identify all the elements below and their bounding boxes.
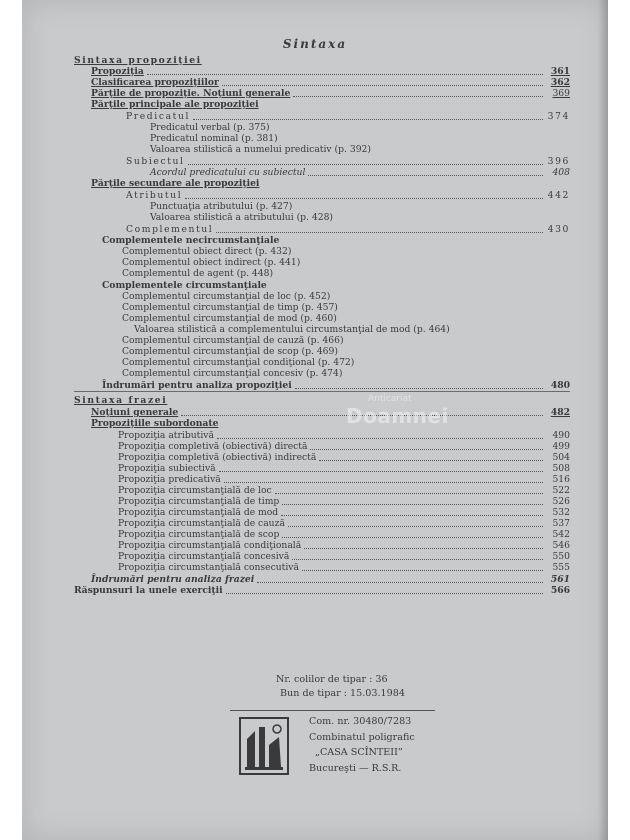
toc-entry: Valoarea stilistică a atributului (p. 428)	[150, 212, 333, 223]
section-divider	[74, 391, 570, 392]
book-page	[22, 0, 608, 840]
toc-entry: Propoziţia circumstanţială consecutivă 555	[118, 562, 570, 573]
toc-entry: Răspunsuri la unele exerciţii 566	[74, 585, 570, 596]
imprint-printer: Combinatul poligrafic	[309, 731, 415, 743]
toc-entry: Valoarea stilistică a numelui predicativ (p. 392)	[150, 144, 371, 155]
toc-entry: Părţile principale ale propoziţiei	[91, 99, 259, 110]
toc-entry: Propoziţia circumstanţială concesivă 550	[118, 551, 570, 562]
page-edge-shadow	[598, 0, 608, 840]
toc-entry: Propoziţia circumstanţială de loc 522	[118, 485, 570, 496]
toc-entry: Complementul circumstanţial de cauză (p. 466)	[122, 335, 344, 346]
toc-entry: Complementele circumstanţiale	[102, 280, 267, 291]
toc-entry: Noţiuni generale 482	[91, 407, 570, 418]
toc-entry: Propoziţia completivă (obiectivă) indirectă 504	[118, 452, 570, 463]
toc-entry: Propoziţia circumstanţială de cauză 537	[118, 518, 570, 529]
imprint-order-number: Com. nr. 30480/7283	[309, 716, 412, 727]
toc-entry: Îndrumări pentru analiza propoziţiei 480	[102, 380, 570, 391]
toc-entry: Propoziţia atributivă 490	[118, 430, 570, 441]
toc-entry: Clasificarea propoziţiilor 362	[91, 77, 570, 88]
toc-entry: Propoziţia completivă (obiectivă) directă 499	[118, 441, 570, 452]
toc-entry: Atributul 442	[126, 190, 570, 201]
imprint-printer-name: „CASA SCÎNTEII”	[315, 747, 403, 758]
toc-entry: Complementul circumstanţial de scop (p. 469)	[122, 346, 338, 357]
imprint-divider	[230, 710, 435, 711]
printer-logo-icon	[239, 717, 289, 775]
toc-entry: Propoziţia subiectivă 508	[118, 463, 570, 474]
toc-entry: Îndrumări pentru analiza frazei 561	[91, 574, 570, 585]
toc-entry: Propoziţia circumstanţială condiţională 546	[118, 540, 570, 551]
toc-entry: Complementul 430	[126, 224, 570, 235]
watermark-line-2: Doamnei	[346, 404, 449, 428]
toc-entry: Propoziţia predicativă 516	[118, 474, 570, 485]
toc-entry: Complementele necircumstanţiale	[102, 235, 280, 246]
toc-entry: Complementul circumstanţial concesiv (p. 474)	[122, 368, 343, 379]
toc-entry: Complementul circumstanţial de timp (p. 457)	[122, 302, 338, 313]
toc-entry: Propoziţia 361	[91, 66, 570, 77]
toc-entry: Acordul predicatului cu subiectul 408	[150, 167, 570, 178]
page-heading: Sintaxa	[282, 37, 348, 51]
toc-entry: Predicatul 374	[126, 111, 570, 122]
imprint-block	[309, 714, 415, 776]
colophon	[276, 673, 405, 701]
section-title-sintaxa-frazei: Sintaxa frazei	[74, 395, 168, 406]
toc-entry: Propoziţia circumstanţială de mod 532	[118, 507, 570, 518]
toc-entry: Predicatul nominal (p. 381)	[150, 133, 278, 144]
toc-entry: Subiectul 396	[126, 156, 570, 167]
watermark-line-1: Anticariat	[368, 394, 412, 404]
toc-entry: Complementul obiect direct (p. 432)	[122, 246, 292, 257]
toc-entry: Complementul de agent (p. 448)	[122, 268, 274, 279]
toc-entry: Părţile secundare ale propoziţiei	[91, 178, 260, 189]
toc-entry: Părţile de propoziţie. Noţiuni generale 369	[91, 88, 570, 99]
toc-entry: Propoziţia circumstanţială de scop 542	[118, 529, 570, 540]
toc-entry: Complementul circumstanţial de loc (p. 452)	[122, 291, 331, 302]
toc-entry: Punctuaţia atributului (p. 427)	[150, 201, 293, 212]
toc-entry: Complementul circumstanţial condiţional (p. 472)	[122, 357, 355, 368]
imprint-city: Bucureşti — R.S.R.	[309, 762, 402, 774]
colophon-print-date: Bun de tipar : 15.03.1984	[280, 688, 405, 699]
toc-entry: Propoziţiile subordonate	[91, 418, 219, 429]
toc-entry: Predicatul verbal (p. 375)	[150, 122, 270, 133]
section-title-sintaxa-propozitiei: Sintaxa propoziţiei	[74, 55, 202, 66]
toc-entry: Complementul circumstanţial de mod (p. 460)	[122, 313, 337, 324]
toc-entry: Complementul obiect indirect (p. 441)	[122, 257, 301, 268]
toc-entry: Valoarea stilistică a complementului circumstanţial de mod (p. 464)	[134, 324, 450, 335]
colophon-sheets: Nr. colilor de tipar : 36	[276, 674, 388, 685]
toc-entry: Propoziţia circumstanţială de timp 526	[118, 496, 570, 507]
